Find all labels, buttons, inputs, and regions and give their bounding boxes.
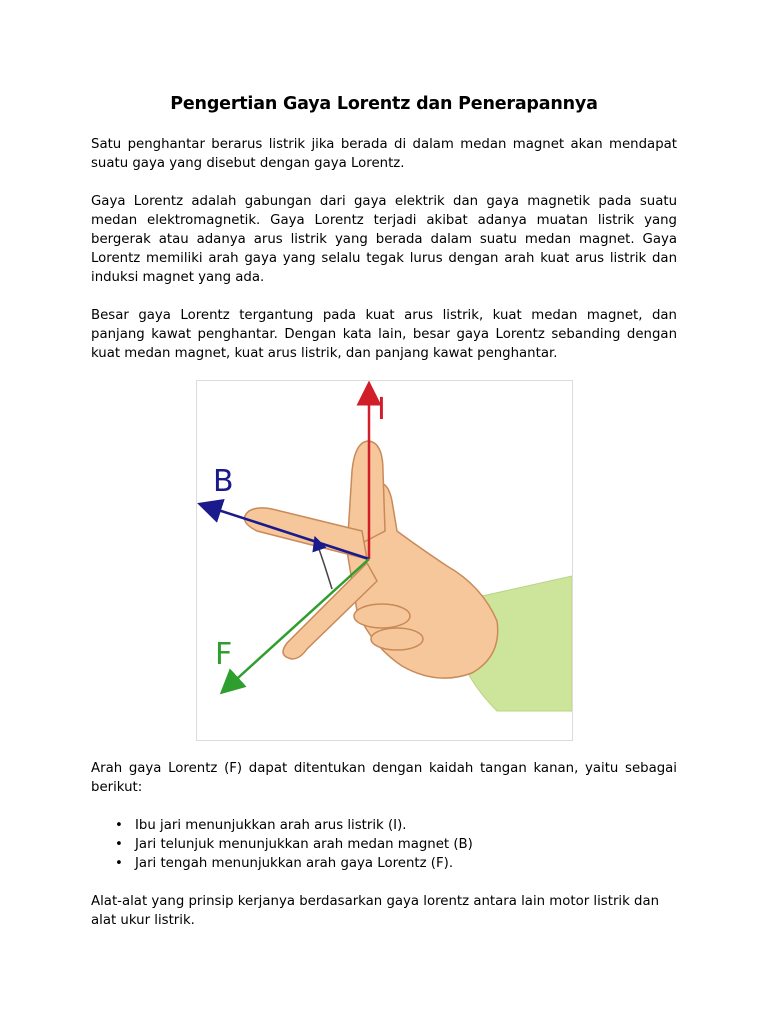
label-magnet: B bbox=[213, 464, 234, 499]
label-current: I bbox=[377, 392, 386, 427]
paragraph-magnitude: Besar gaya Lorentz tergantung pada kuat arus listrik, kuat medan magnet, dan panjang kawat penghantar. Dengan kata lain, besar gaya Lorentz sebanding dengan kuat medan magnet, kuat arus listrik, dan panjang kawat penghantar. bbox=[91, 308, 677, 361]
paragraph-rule-intro: Arah gaya Lorentz (F) dapat ditentukan dengan kaidah tangan kanan, yaitu sebagai berikut: bbox=[91, 761, 677, 795]
label-force: F bbox=[215, 637, 233, 672]
paragraph-applications: Alat-alat yang prinsip kerjanya berdasarkan gaya lorentz antara lain motor listrik dan alat ukur listrik. bbox=[91, 894, 660, 928]
right-hand-rule-illustration bbox=[196, 380, 573, 741]
ring-finger-shape bbox=[354, 604, 410, 628]
document-page bbox=[91, 92, 677, 930]
list-item: • Jari tengah menunjukkan arah gaya Lorentz (F). bbox=[135, 854, 677, 873]
force-arrow bbox=[229, 559, 369, 686]
little-finger-shape bbox=[371, 628, 423, 650]
hand-drawing bbox=[197, 381, 572, 740]
paragraph-definition: Gaya Lorentz adalah gabungan dari gaya elektrik dan gaya magnetik pada suatu medan elektromagnetik. Gaya Lorentz terjadi akibat adanya muatan listrik yang bergerak atau adanya arus listrik yang berada dalam suatu medan magnet. Gaya Lorentz memiliki arah gaya yang selalu tegak lurus dengan arah kuat arus listrik dan induksi magnet yang ada. bbox=[91, 194, 677, 285]
page-title: Pengertian Gaya Lorentz dan Penerapannya bbox=[170, 94, 598, 114]
paragraph-intro: Satu penghantar berarus listrik jika berada di dalam medan magnet akan mendapat suatu gaya yang disebut dengan gaya Lorentz. bbox=[91, 137, 677, 171]
list-item: • Ibu jari menunjukkan arah arus listrik (I). bbox=[135, 816, 677, 835]
rule-list bbox=[91, 816, 677, 873]
list-item: • Jari telunjuk menunjukkan arah medan magnet (B) bbox=[135, 835, 677, 854]
